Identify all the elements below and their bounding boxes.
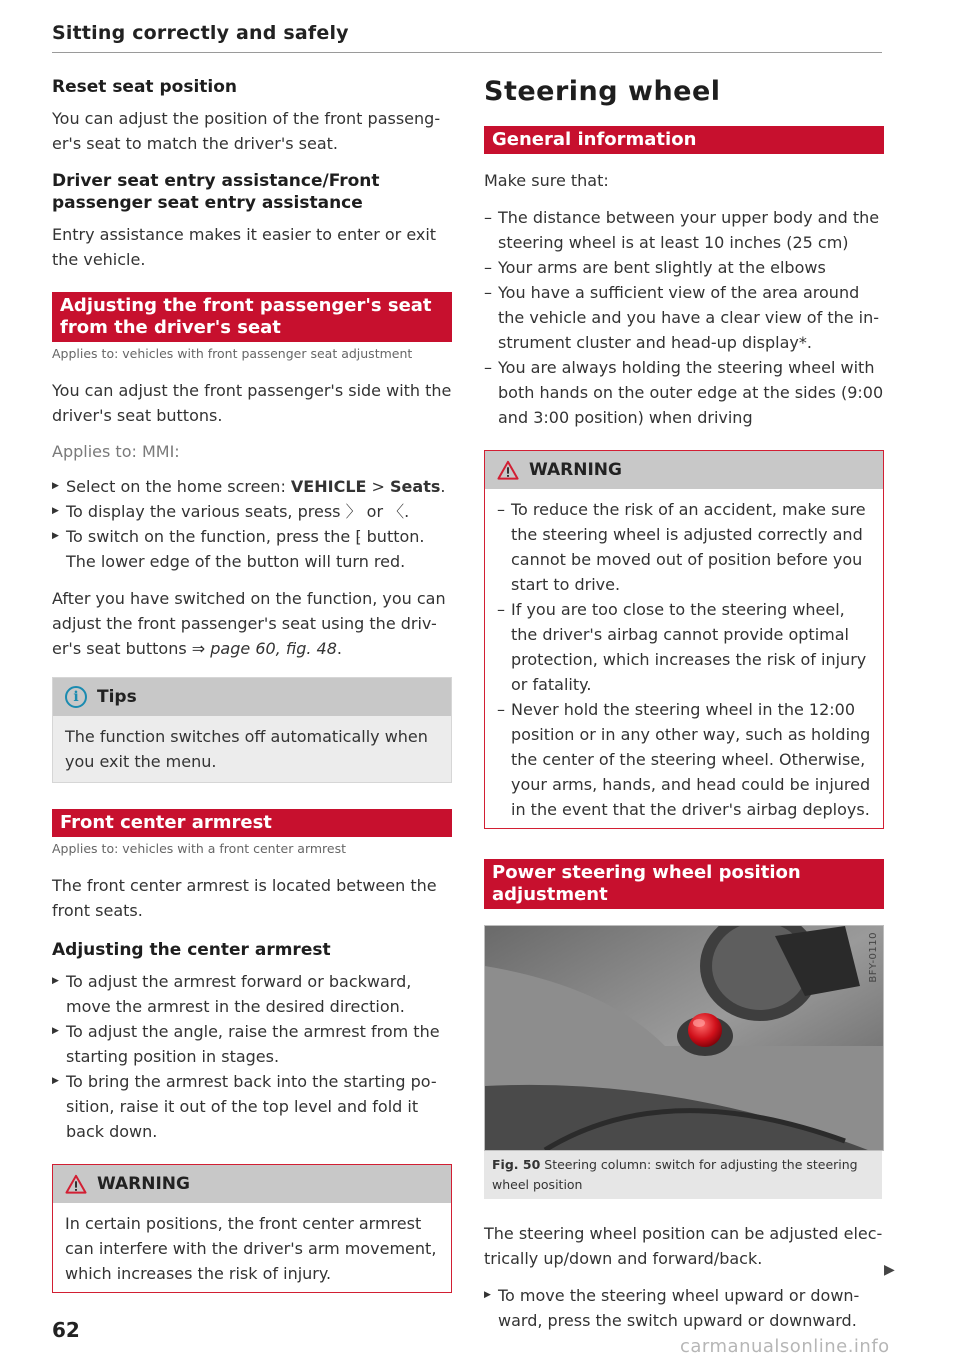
after-body: After you have switched on the function, you can adjust the front passenger's seat using the driv-er's seat buttons bbox=[52, 589, 446, 658]
step-keyword: Seats bbox=[390, 477, 441, 496]
list-item: – You are always holding the steering wheel with both hands on the outer edge at the sides (9:00 and 3:00 position) when driving bbox=[484, 355, 884, 430]
after-end: . bbox=[336, 639, 342, 658]
power-text: The steering wheel position can be adjusted elec-trically up/down and forward/back. bbox=[484, 1224, 883, 1268]
reset-text: You can adjust the position of the front passeng-er's seat to match the driver's seat. bbox=[52, 109, 441, 153]
figure-caption bbox=[484, 1151, 882, 1199]
general-info-bar: General information bbox=[484, 126, 884, 154]
step-text: . bbox=[440, 477, 446, 496]
step-item bbox=[52, 474, 452, 499]
armrest-heading: Adjusting the center armrest bbox=[52, 940, 331, 960]
figure-caption-text: Steering column: switch for adjusting the steering wheel position bbox=[492, 1157, 858, 1192]
adjust-front-bar: Adjusting the front passenger's seat from the driver's seat bbox=[52, 292, 452, 342]
armrest-applies: Applies to: vehicles with a front center armrest bbox=[52, 841, 347, 856]
warning-list bbox=[497, 497, 871, 822]
page-reference-link[interactable]: ⇒ page 60, fig. 48 bbox=[191, 639, 337, 658]
step-item: ▶ To display the various seats, press 〉 or 〈. bbox=[52, 499, 452, 524]
steering-wheel-title: Steering wheel bbox=[484, 76, 721, 107]
reset-heading: Reset seat position bbox=[52, 77, 238, 97]
left-column bbox=[52, 72, 452, 1305]
continue-arrow-icon: ▶ bbox=[884, 1262, 895, 1278]
list-item: – If you are too close to the steering wheel, the driver's airbag cannot provide optimal protection, which increases the risk of injury or fatality. bbox=[497, 597, 871, 697]
watermark: carmanualsonline.info bbox=[680, 1336, 890, 1357]
figure-code: BFY-0110 bbox=[868, 932, 879, 983]
running-header bbox=[52, 22, 882, 53]
tips-title: Tips bbox=[97, 687, 137, 707]
warning-body bbox=[485, 489, 883, 828]
warning-triangle-icon bbox=[497, 460, 519, 480]
warning-text: In certain positions, the front center armrest can interfere with the driver's arm movement, which increases the risk of injury. bbox=[53, 1203, 451, 1292]
entry-text: Entry assistance makes it easier to enter or exit the vehicle. bbox=[52, 225, 437, 269]
list-item: – You have a sufficient view of the area around the vehicle and you have a clear view of the in-strument cluster and head-up display*. bbox=[484, 280, 884, 355]
right-column bbox=[484, 72, 884, 1345]
step-item: ▶ To adjust the angle, raise the armrest from the starting position in stages. bbox=[52, 1019, 452, 1069]
list-item: – Never hold the steering wheel in the 12:00 position or in any other way, such as holding the center of the steering wheel. Otherwise, your arms, hands, and head could be injured in the event that the driver's airbag deploys. bbox=[497, 697, 871, 822]
after-text bbox=[52, 586, 452, 661]
steering-column-figure bbox=[484, 925, 884, 1151]
armrest-steps bbox=[52, 969, 452, 1144]
warning-header bbox=[53, 1165, 451, 1203]
power-steering-bar: Power steering wheel position adjustment bbox=[484, 859, 884, 909]
adjust-front-steps bbox=[52, 474, 452, 574]
step-item: ▶ To move the steering wheel upward or down-ward, press the switch upward or downward. bbox=[484, 1283, 884, 1333]
steering-warning-box bbox=[484, 450, 884, 829]
general-list bbox=[484, 205, 884, 430]
step-item: ▶ To switch on the function, press the ⁅ button. The lower edge of the button will turn red. bbox=[52, 524, 452, 574]
step-separator: > bbox=[366, 477, 391, 496]
tips-box bbox=[52, 677, 452, 783]
section-title: Sitting correctly and safely bbox=[52, 22, 349, 44]
tips-header bbox=[53, 678, 451, 716]
warning-title: WARNING bbox=[529, 460, 622, 480]
adjust-front-applies: Applies to: vehicles with front passenger seat adjustment bbox=[52, 346, 413, 361]
power-steps bbox=[484, 1283, 884, 1333]
step-keyword: VEHICLE bbox=[290, 477, 367, 496]
tips-text: The function switches off automatically when you exit the menu. bbox=[53, 716, 451, 782]
armrest-warning-box bbox=[52, 1164, 452, 1293]
list-item: – The distance between your upper body and the steering wheel is at least 10 inches (25 cm) bbox=[484, 205, 884, 255]
entry-heading: Driver seat entry assistance/Front passenger seat entry assistance bbox=[52, 171, 380, 213]
armrest-text: The front center armrest is located between the front seats. bbox=[52, 876, 437, 920]
steering-column-illustration bbox=[485, 926, 883, 1150]
info-icon: i bbox=[65, 686, 87, 708]
list-item: – To reduce the risk of an accident, make sure the steering wheel is adjusted correctly and cannot be moved out of position before you start to drive. bbox=[497, 497, 871, 597]
step-item: ▶ To adjust the armrest forward or backward, move the armrest in the desired direction. bbox=[52, 969, 452, 1019]
page-number: 62 bbox=[52, 1318, 80, 1342]
warning-title: WARNING bbox=[97, 1174, 190, 1194]
warning-triangle-icon bbox=[65, 1174, 87, 1194]
adjust-front-text: You can adjust the front passenger's side with the driver's seat buttons. bbox=[52, 381, 452, 425]
warning-header bbox=[485, 451, 883, 489]
figure-label: Fig. 50 bbox=[492, 1157, 541, 1172]
list-item: – Your arms are bent slightly at the elbows bbox=[484, 255, 884, 280]
step-text: Select on the home screen: bbox=[66, 477, 291, 496]
general-intro: Make sure that: bbox=[484, 171, 609, 190]
applies-mmi: Applies to: MMI: bbox=[52, 442, 180, 461]
step-item: ▶ To bring the armrest back into the starting po-sition, raise it out of the top level and fold it back down. bbox=[52, 1069, 452, 1144]
armrest-bar: Front center armrest bbox=[52, 809, 452, 837]
